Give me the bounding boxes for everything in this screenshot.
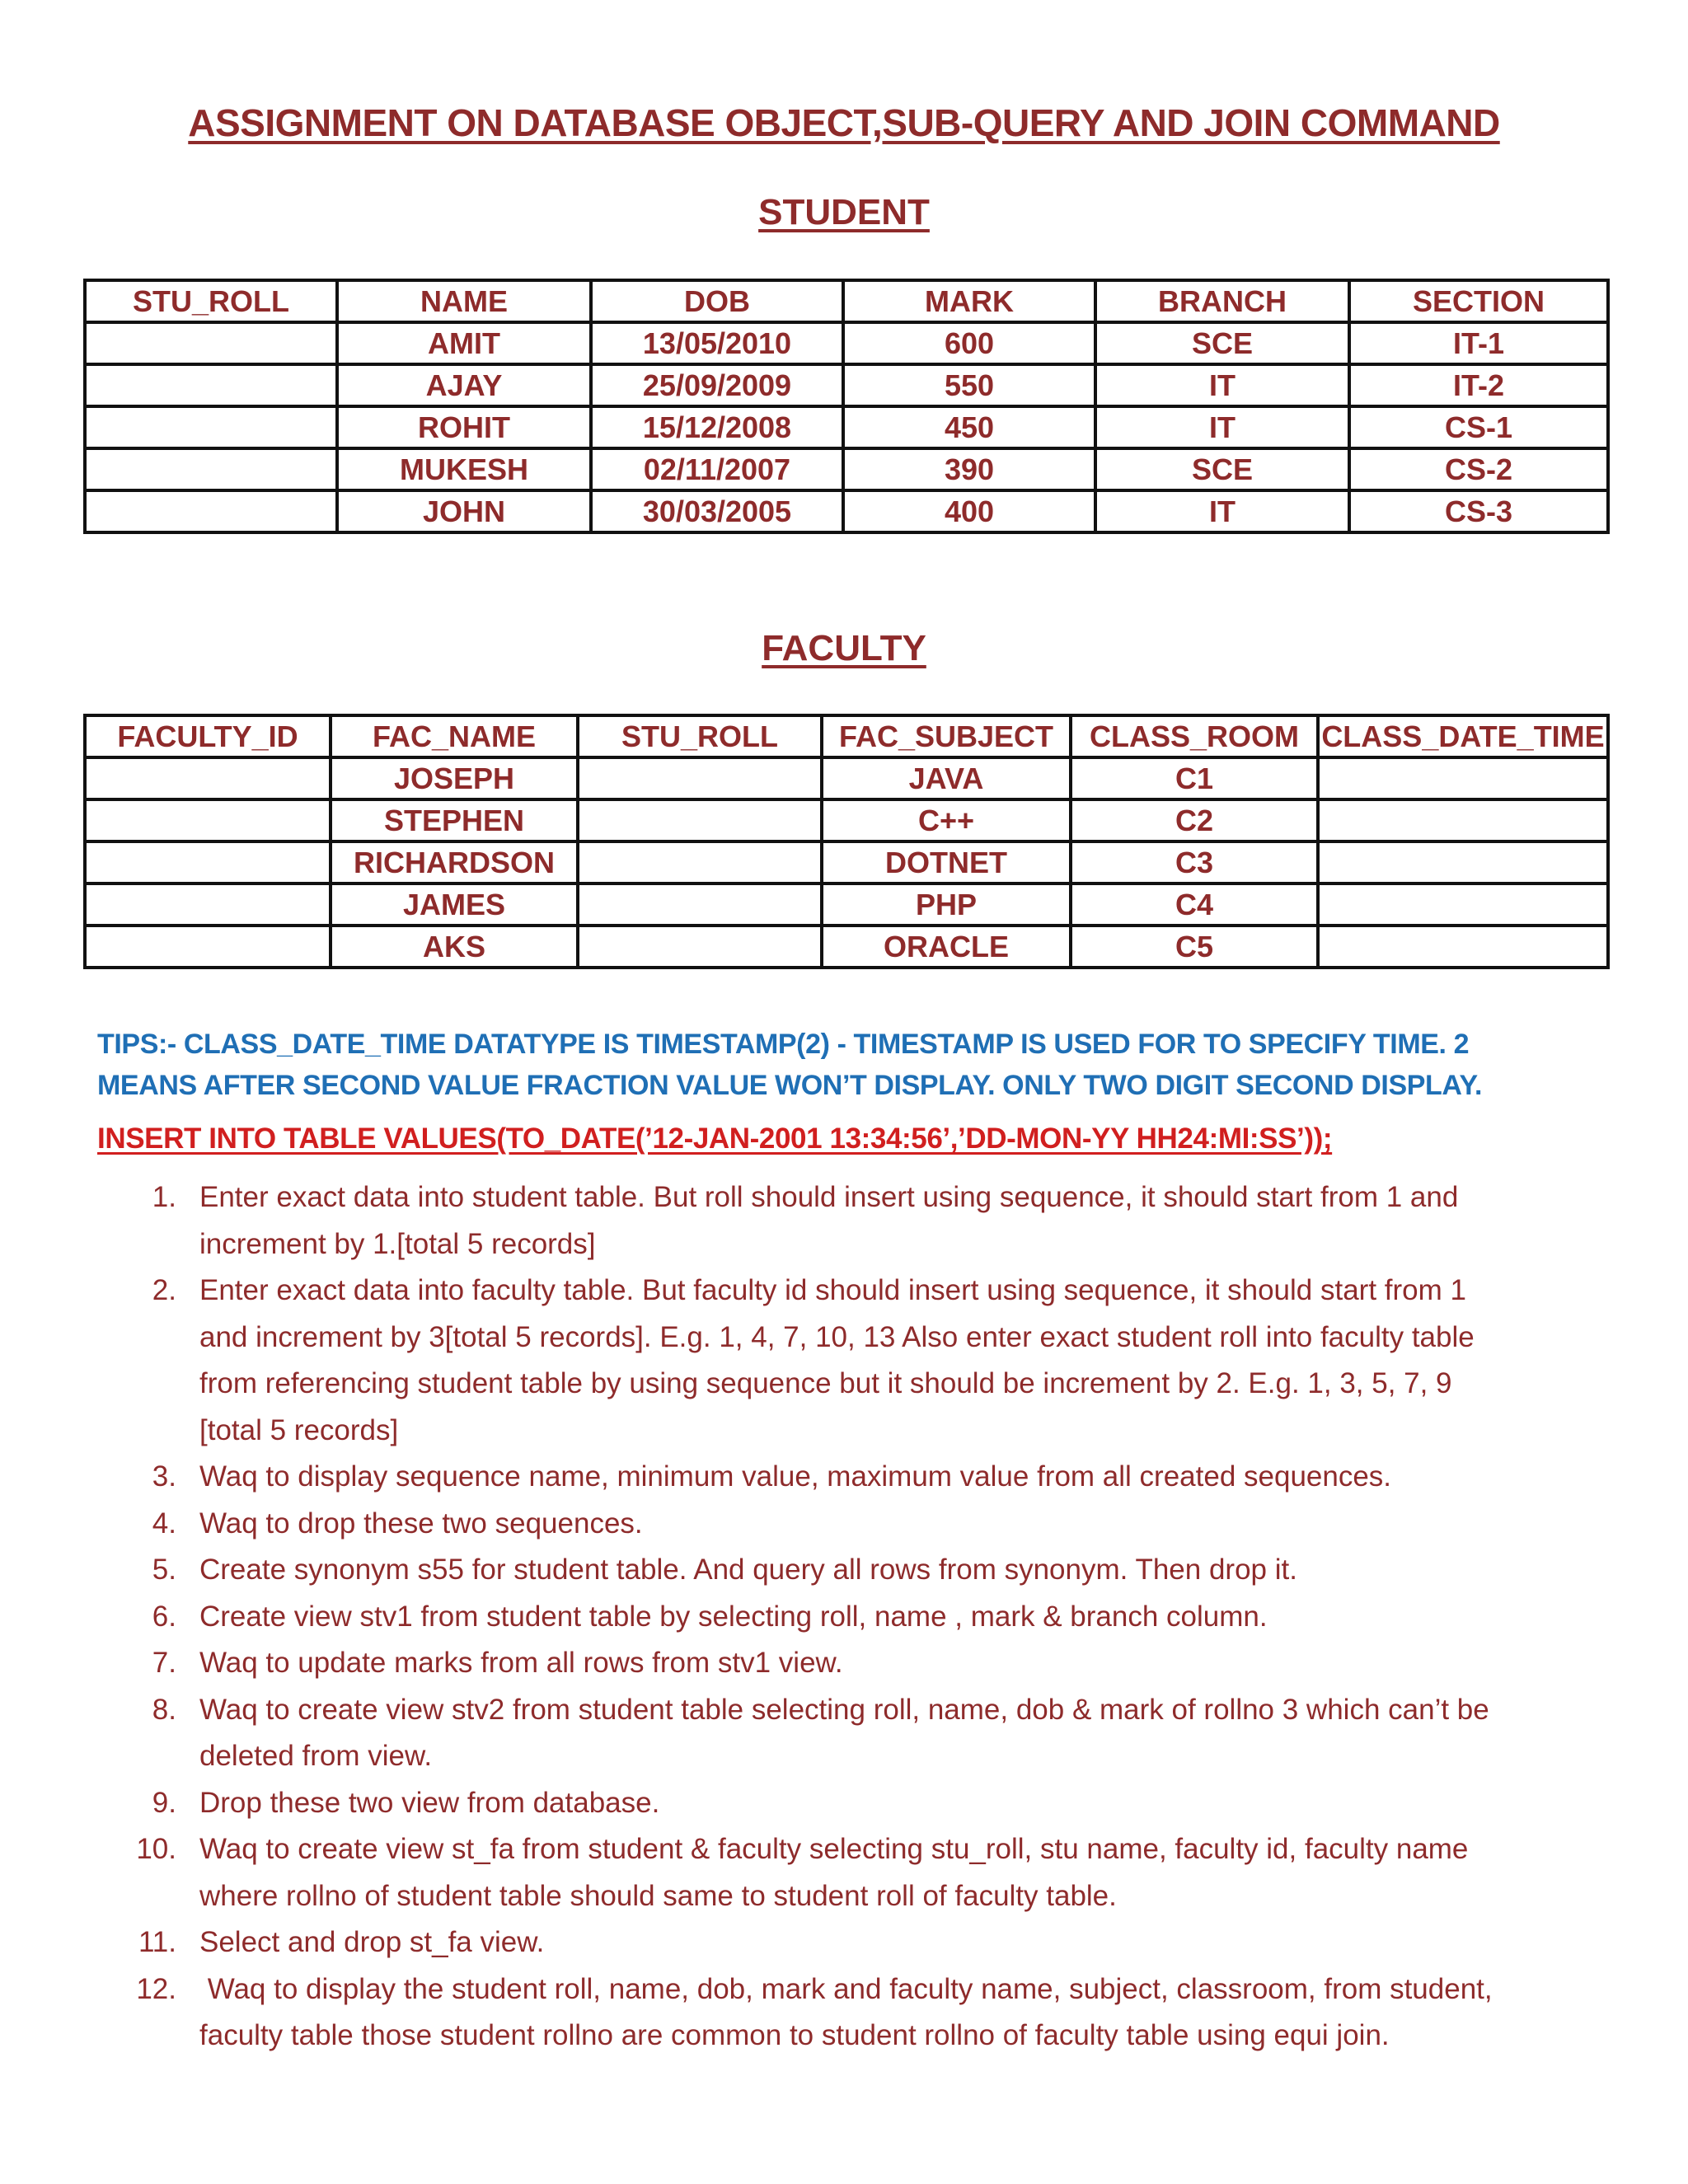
faculty-cell: C5 [1071,926,1318,968]
student-cell: 400 [843,490,1095,532]
faculty-cell: RICHARDSON [331,841,578,883]
list-item-number: 10. [136,1833,176,1865]
faculty-header-cell: STU_ROLL [578,715,822,757]
faculty-cell: JOSEPH [331,757,578,799]
faculty-cell [578,757,822,799]
list-item-number: 11. [138,1926,176,1958]
faculty-cell: DOTNET [822,841,1071,883]
faculty-header-cell: CLASS_ROOM [1071,715,1318,757]
student-table-title: STUDENT [758,192,930,232]
list-item-text: from referencing student table by using sequence but it should be increment by 2. E.g. 1, 3, 5, 7, 9 [199,1367,1452,1399]
list-item [97,1268,1597,1454]
table-row [85,883,1608,926]
student-cell: CS-2 [1349,448,1608,490]
table-row [85,799,1608,841]
list-item-number: 7. [152,1647,176,1679]
student-cell [85,490,337,532]
faculty-cell: ORACLE [822,926,1071,968]
list-item [97,1454,1597,1501]
student-cell [85,406,337,448]
student-header-cell: BRANCH [1095,280,1349,322]
tips-line-2: MEANS AFTER SECOND VALUE FRACTION VALUE WON’T DISPLAY. ONLY TWO DIGIT SECOND DISPLAY. [97,1070,1482,1101]
student-cell: IT [1095,364,1349,406]
list-item-number: 1. [152,1181,176,1213]
list-item [97,1174,1597,1268]
student-table [83,279,1610,534]
list-item-number: 9. [152,1786,176,1819]
student-cell [85,448,337,490]
faculty-cell [85,926,331,968]
student-header-cell: NAME [337,280,591,322]
student-cell: CS-3 [1349,490,1608,532]
list-item [97,1966,1597,2060]
faculty-header-cell: FACULTY_ID [85,715,331,757]
student-cell: ROHIT [337,406,591,448]
faculty-cell [1318,841,1608,883]
student-cell: 30/03/2005 [591,490,843,532]
faculty-cell: STEPHEN [331,799,578,841]
list-item-text: Waq to display sequence name, minimum value, maximum value from all created sequences. [199,1460,1392,1493]
table-row [85,448,1608,490]
list-item-text: Waq to create view st_fa from student & faculty selecting stu_roll, stu name, faculty id, faculty name [199,1833,1469,1865]
faculty-header-cell: FAC_NAME [331,715,578,757]
list-item-number: 4. [152,1507,176,1540]
faculty-cell: C2 [1071,799,1318,841]
list-item-text: Enter exact data into faculty table. But faculty id should insert using sequence, it should start from 1 [199,1274,1466,1306]
tips-line-1: TIPS:- CLASS_DATE_TIME DATATYPE IS TIMESTAMP(2) - TIMESTAMP IS USED FOR TO SPECIFY TIME. 2 [97,1029,1470,1060]
student-cell: IT [1095,406,1349,448]
student-cell: MUKESH [337,448,591,490]
student-cell: IT-1 [1349,322,1608,364]
faculty-header-cell: FAC_SUBJECT [822,715,1071,757]
table-row [85,926,1608,968]
student-cell: 13/05/2010 [591,322,843,364]
faculty-cell [85,841,331,883]
faculty-cell [1318,757,1608,799]
list-item-text: increment by 1.[total 5 records] [199,1227,596,1260]
list-item-text: Select and drop st_fa view. [199,1926,545,1958]
student-cell: 450 [843,406,1095,448]
faculty-cell [85,883,331,926]
list-item [97,1547,1597,1594]
list-item-text: faculty table those student rollno are common to student rollno of faculty table using equi join. [199,2019,1390,2051]
faculty-cell: JAVA [822,757,1071,799]
list-item [97,1919,1597,1966]
student-cell: 600 [843,322,1095,364]
list-item-text: where rollno of student table should same to student roll of faculty table. [199,1879,1117,1912]
table-row [85,322,1608,364]
list-item-text: Waq to create view stv2 from student table selecting roll, name, dob & mark of rollno 3 which can’t be [199,1693,1489,1726]
faculty-header-row [85,715,1608,757]
faculty-cell [578,883,822,926]
student-cell: 550 [843,364,1095,406]
student-cell: 25/09/2009 [591,364,843,406]
student-cell: 390 [843,448,1095,490]
list-item-number: 2. [152,1274,176,1306]
list-item [97,1594,1597,1641]
list-item [97,1826,1597,1919]
student-cell: IT-2 [1349,364,1608,406]
list-item-text: and increment by 3[total 5 records]. E.g. 1, 4, 7, 10, 13 Also enter exact student roll into faculty table [199,1320,1475,1353]
tips-note [97,1024,1597,1106]
faculty-header-cell: CLASS_DATE_TIME [1318,715,1608,757]
insert-example: INSERT INTO TABLE VALUES(TO_DATE(’12-JAN-2001 13:34:56’,’DD-MON-YY HH24:MI:SS’)); [97,1122,1333,1155]
list-item-number: 6. [152,1600,176,1633]
table-row [85,757,1608,799]
faculty-cell: JAMES [331,883,578,926]
faculty-cell [578,841,822,883]
student-header-cell: SECTION [1349,280,1608,322]
list-item-text: [total 5 records] [199,1413,399,1446]
list-item-number: 8. [152,1693,176,1726]
student-cell [85,322,337,364]
list-item [97,1501,1597,1548]
student-cell: CS-1 [1349,406,1608,448]
faculty-table [83,714,1610,969]
list-item-text: Enter exact data into student table. But roll should insert using sequence, it should start from 1 and [199,1181,1459,1213]
table-row [85,841,1608,883]
list-item-text: Waq to display the student roll, name, dob, mark and faculty name, subject, classroom, from student, [199,1972,1493,2005]
faculty-cell: C++ [822,799,1071,841]
list-item-text: deleted from view. [199,1740,433,1772]
student-header-cell: DOB [591,280,843,322]
faculty-cell [578,926,822,968]
faculty-cell [1318,926,1608,968]
list-item-number: 5. [152,1554,176,1586]
student-cell: 02/11/2007 [591,448,843,490]
page-title: ASSIGNMENT ON DATABASE OBJECT,SUB-QUERY AND JOIN COMMAND [188,101,1500,144]
faculty-cell [1318,799,1608,841]
student-cell: AJAY [337,364,591,406]
student-cell: SCE [1095,322,1349,364]
faculty-cell: PHP [822,883,1071,926]
faculty-cell: C3 [1071,841,1318,883]
faculty-table-title: FACULTY [762,628,926,668]
faculty-cell [85,757,331,799]
student-header-cell: STU_ROLL [85,280,337,322]
list-item-number: 12. [136,1972,176,2005]
table-row [85,364,1608,406]
list-item-text: Waq to update marks from all rows from stv1 view. [199,1647,843,1679]
list-item-text: Create synonym s55 for student table. And query all rows from synonym. Then drop it. [199,1554,1297,1586]
student-cell [85,364,337,406]
list-item-text: Waq to drop these two sequences. [199,1507,643,1540]
student-header-row [85,280,1608,322]
list-item [97,1780,1597,1827]
student-cell: IT [1095,490,1349,532]
table-row [85,490,1608,532]
student-cell: SCE [1095,448,1349,490]
task-list [97,1174,1597,2060]
faculty-cell [85,799,331,841]
faculty-cell: C4 [1071,883,1318,926]
student-cell: 15/12/2008 [591,406,843,448]
table-row [85,406,1608,448]
student-cell: AMIT [337,322,591,364]
faculty-cell: AKS [331,926,578,968]
faculty-cell [1318,883,1608,926]
list-item [97,1640,1597,1687]
faculty-cell [578,799,822,841]
list-item [97,1687,1597,1780]
list-item-text: Create view stv1 from student table by selecting roll, name , mark & branch column. [199,1600,1268,1633]
faculty-cell: C1 [1071,757,1318,799]
list-item-number: 3. [152,1460,176,1493]
student-cell: JOHN [337,490,591,532]
list-item-text: Drop these two view from database. [199,1786,660,1819]
student-header-cell: MARK [843,280,1095,322]
